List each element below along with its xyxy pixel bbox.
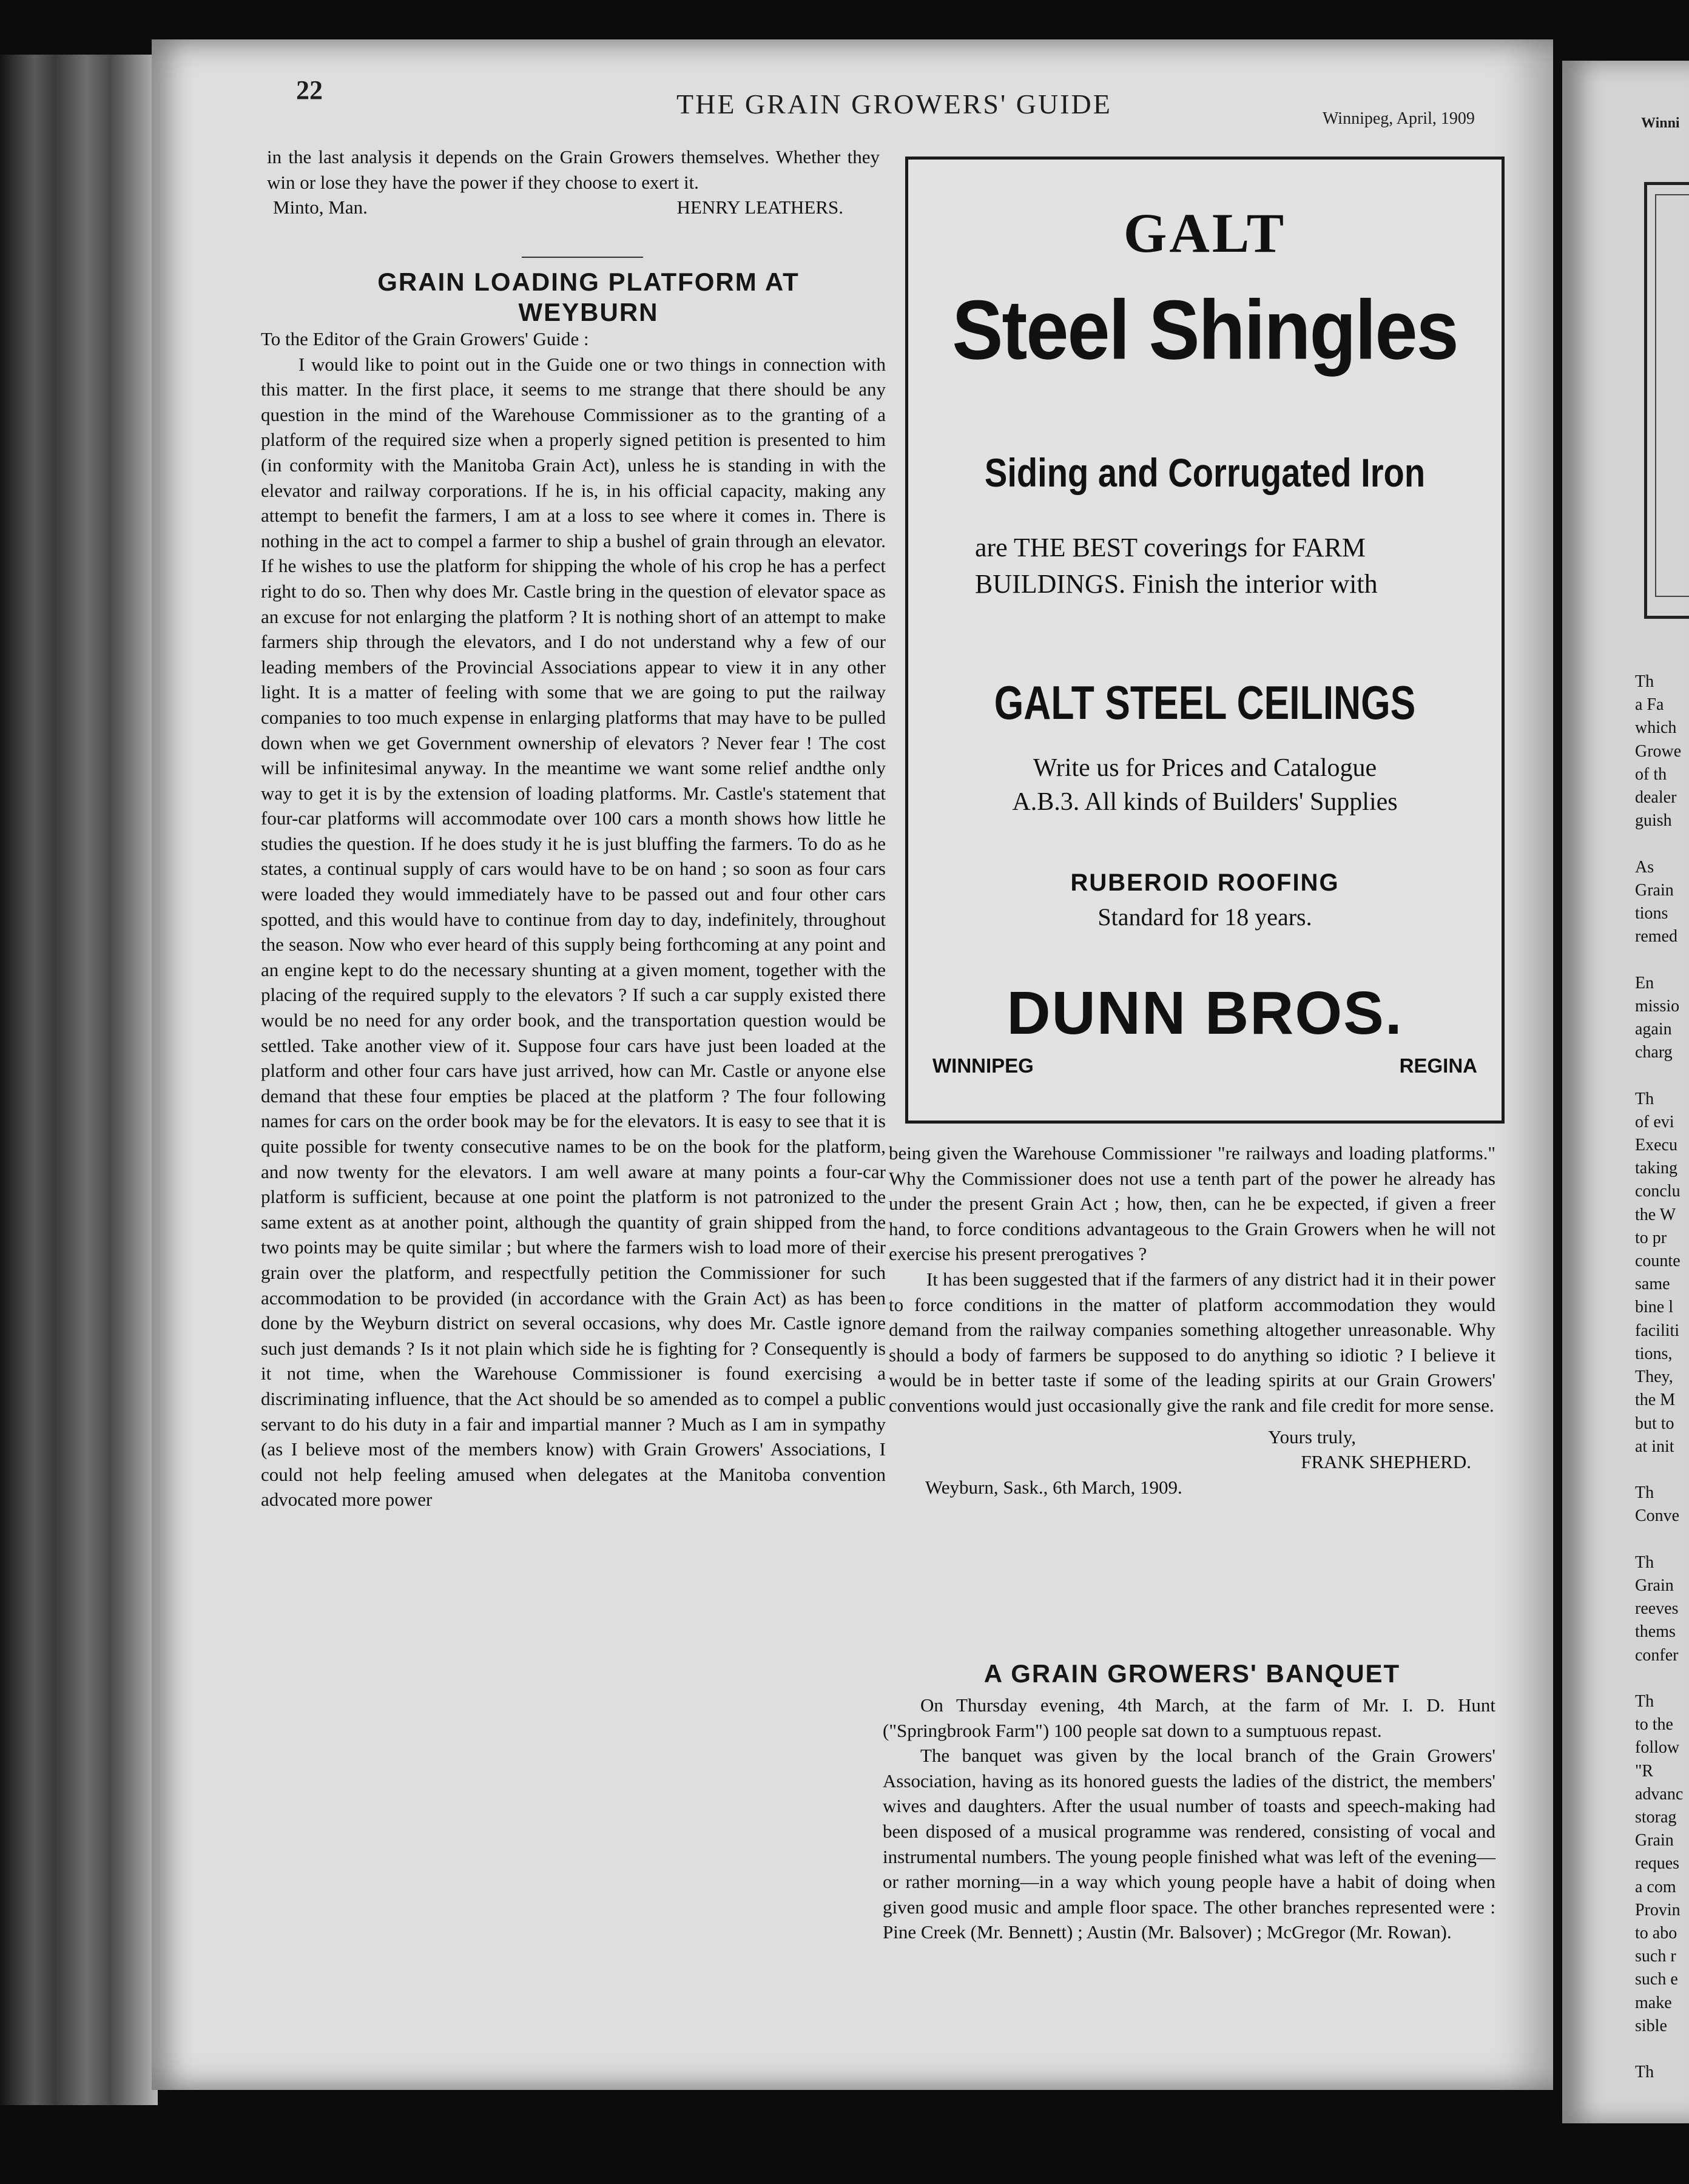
facing-page-line: such r [1635,1947,1676,1966]
facing-page-line: missio [1635,996,1680,1016]
facing-page-line [1635,832,1689,855]
facing-page-line: taking [1635,1159,1677,1178]
ad-brand: GALT [1123,202,1287,264]
letter-signature: FRANK SHEPHERD. [1301,1451,1471,1473]
galt-advertisement [905,157,1505,1124]
letter-salutation: To the Editor of the Grain Growers' Guide : [261,328,589,349]
facing-page-line: confer [1635,1645,1679,1665]
ad-city-right: REGINA [1399,1054,1477,1077]
facing-page-line: same [1635,1275,1670,1294]
facing-page-line: reeves [1635,1599,1679,1619]
facing-page-line: reques [1635,1854,1680,1873]
facing-page-line: sible [1635,2016,1667,2035]
facing-page-line: Grain [1635,1831,1674,1850]
ad-product: Steel Shingles [952,282,1458,377]
facing-page-line: Th [1635,1691,1654,1711]
facing-page-line [1635,1667,1689,1690]
facing-page-line: a Fa [1635,695,1664,715]
ad-ceilings: GALT STEEL CEILINGS [994,676,1416,729]
facing-page-line: counte [1635,1252,1681,1271]
ad-write-line-1: Write us for Prices and Catalogue [1033,754,1377,782]
ad-city-left: WINNIPEG [932,1054,1034,1077]
facing-page-line: Th [1635,1483,1654,1503]
facing-page-line: the M [1635,1390,1676,1410]
ad-copy: are THE BEST coverings for FARM BUILDINGS. Finish the interior with [975,533,1378,599]
facing-page-line: of evi [1635,1112,1674,1131]
facing-page-line: guish [1635,811,1672,831]
facing-page-line: to pr [1635,1228,1667,1247]
previous-letter-text: in the last analysis it depends on the Grain Growers themselves. Whether they win or lose they have the power if they choose to exert it. [267,146,880,193]
page-number: 22 [296,75,323,105]
facing-page-line: advanc [1635,1784,1684,1804]
facing-page-line: to abo [1635,1923,1677,1943]
ad-ruberoid: RUBEROID ROOFING [1070,869,1340,896]
running-date: Winnipeg, April, 1909 [1323,109,1475,128]
facing-page-ad-inner-frame [1655,194,1689,597]
facing-page-line: Grain [1635,1576,1674,1595]
facing-page-line: Th [1635,1552,1654,1572]
facing-page-line: Th [1635,2063,1654,2082]
previous-letter-place: Minto, Man. [273,197,368,218]
facing-page-line: faciliti [1635,1321,1680,1340]
facing-page-line: at init [1635,1437,1674,1456]
book-binding [0,55,158,2105]
letter-paragraph: being given the Warehouse Commissioner "re railways and loading platforms." Why the Commissioner does not use a tenth part of the power he already has under the present Grain Act ; how, then, can he be expected, if given a freer hand, to force conditions advantageous to the Grain Growers when he will not exercise his present prerogatives ? [889,1142,1495,1265]
facing-page-line: tions [1635,904,1668,923]
facing-page-line: thems [1635,1622,1676,1642]
ad-write-us [908,751,1502,819]
previous-letter-signature: HENRY LEATHERS. [676,197,843,218]
running-title: THE GRAIN GROWERS' GUIDE [676,89,1112,120]
facing-page-line [1635,2038,1689,2061]
facing-page-line: remed [1635,927,1677,946]
facing-page-line [1635,1458,1689,1481]
letter-dateline: Weyburn, Sask., 6th March, 1909. [925,1476,1182,1498]
facing-page-line: "R [1635,1761,1654,1781]
previous-letter-signoff [267,195,880,220]
letter-closing: Yours truly, [1268,1426,1356,1448]
article-headline [315,267,861,328]
facing-page-line: Th [1635,1089,1654,1108]
ad-subheading: Siding and Corrugated Iron [984,450,1426,495]
banquet-paragraph: On Thursday evening, 4th March, at the farm of Mr. I. D. Hunt ("Springbrook Farm") 100 people sat down to a sumptuous repast. [883,1694,1495,1741]
facing-page-header: Winni [1641,115,1680,131]
ad-dealer: DUNN BROS. [1006,979,1403,1047]
article-headline-line-1: GRAIN LOADING PLATFORM AT [377,268,800,296]
facing-page-line: Th [1635,672,1654,691]
facing-page-line: Provin [1635,1900,1681,1919]
previous-letter-ending [267,144,880,220]
facing-page-line: but to [1635,1414,1674,1433]
section-divider [522,257,643,258]
facing-page-line: of th [1635,764,1667,784]
banquet-paragraph: The banquet was given by the local branch of the Grain Growers' Association, having as its honored guests the ladies of the district, the members' wives and daughters. After the usual number of toasts and speech-making had been disposed of a musical programme was rendered, consisting of vocal and instrumental numbers. The young people finished what was left of the evening—or rather morning—in a way which young people have a habit of doing when given good music and ample floor space. The other branches represented were : Pine Creek (Mr. Bennett) ; Austin (Mr. Balsover) ; McGregor (Mr. Rowan). [883,1745,1495,1943]
facing-page-line: tions, [1635,1344,1673,1363]
banquet-article [883,1693,1495,1945]
facing-page-line: to the [1635,1715,1673,1734]
facing-page-line: Growe [1635,741,1682,761]
letter-column-left [261,326,886,1512]
facing-page-line: again [1635,1020,1672,1039]
facing-page-line: Conve [1635,1506,1680,1526]
letter-paragraph: I would like to point out in the Guide one or two things in connection with this matter. In the first place, it seems to me strange that there should be any question in the mind of the Warehouse Commissioner as to the granting of a platform of the required size when a properly signed petition is presented to him (in conformity with the Manitoba Grain Act), unless he is standing in with the elevator and railway corporations. If he is, in his official capacity, making any attempt to benefit the farmers, I am at a loss to see where it comes in. There is nothing in the act to compel a farmer to ship a bushel of grain through an elevator. If he wishes to use the platform for shipping the whole of his crop he has a perfect right to do so. Then why does Mr. Castle bring in the question of elevator space as an excuse for not enlarging the platform ? It is nothing short of an attempt to make farmers ship through the elevators, and I do not understand why a few of our leading members of the Provincial Associations appear to view it in any other light. It is a matter of feeling with some that we are going to put the railway companies to too much expense in enlarging platforms that may have to be pulled down when we get Government ownership of elevators ? Never fear ! The cost will be infinitesimal anyway. In the meantime we want some relief andthe only way to get it is by the extension of loading platforms. Mr. Castle's statement that four-car platforms will accommodate over 100 cars a month shows how little he studies the question. If he does study it he is just bluffing the farmers. To do as he states, a continual supply of cars would have to be on hand ; so soon as four cars were loaded they would immediately have to be passed out and four other cars spotted, and this would have to continue from day to day, indefinitely, throughout the season. Now who ever heard of this supply being forthcoming at any point and an engine kept to do the necessary shunting at a given moment, together with the placing of the required supply to the elevators ? If such a car supply existed there would be no need for any order book, and the transportation question would be settled. Take another view of it. Suppose four cars have just been loaded at the platform and other four cars have just arrived, how can Mr. Castle or anyone else demand that these four empties be placed at the platform ? The four following names for cars on the order book may be for the elevators. It is easy to see that it is quite possible for twenty consecutive names to be on the book for the platform, and now twenty for the elevators. I am well aware at many points a four-car platform is sufficient, because at one point the platform is not patronized to the same extent as at another point, although the quantity of grain shipped from the two points may be quite similar ; but where the farmers wish to load more of their grain over the platform, and respectfully petition the Commissioner for such accommodation to be provided (in accordance with the Grain Act) as has been done by the Weyburn district on several occasions, why does Mr. Castle ignore such just demands ? Is it not plain which side he is fighting for ? Consequently is it not time, when the Warehouse Commissioner is found exercising a discriminating influence, that the Act should be so amended as to compel a public servant to do his duty in a fair and impartial manner ? Much as I am in sympathy (as I believe most of the members know) with Grain Growers' Associations, I could not help feeling amused when delegates at the Manitoba convention advocated more power [261,353,886,1511]
facing-page-line: make [1635,1993,1672,2012]
facing-page-line [1635,948,1689,971]
article-headline-line-2: WEYBURN [518,298,659,326]
letter-column-right [889,1141,1495,1500]
facing-page-line: storag [1635,1807,1677,1827]
letter-paragraph: It has been suggested that if the farmers of any district had it in their power to force conditions in the matter of platform accommodation they would demand from the railway companies something altogether unreasonable. Why should a body of farmers be supposed to do anything so idiotic ? I believe it would be in better taste if some of the leading spirits at our Grain Growers' conventions would just occasionally give the rank and file credit for more sense. [889,1268,1495,1416]
ad-standard: Standard for 18 years. [1097,903,1312,931]
facing-page-line: a com [1635,1877,1676,1896]
facing-page-line: such e [1635,1970,1678,1989]
facing-page-line: En [1635,973,1654,993]
facing-page-line: As [1635,857,1654,877]
facing-page-line: follow [1635,1738,1680,1758]
facing-page-line: dealer [1635,788,1677,807]
facing-page-text [1635,670,1689,2084]
facing-page-line: the W [1635,1205,1676,1224]
facing-page-line: Grain [1635,880,1674,900]
ad-write-line-2: A.B.3. All kinds of Builders' Supplies [1012,788,1398,816]
facing-page-line: bine l [1635,1298,1673,1317]
facing-page-line [1635,1064,1689,1087]
facing-page-line: which [1635,718,1677,738]
facing-page-line [1635,1528,1689,1551]
facing-page-line: conclu [1635,1182,1681,1201]
facing-page-line: charg [1635,1043,1673,1062]
banquet-headline: A GRAIN GROWERS' BANQUET [983,1659,1401,1688]
facing-page-line: They, [1635,1367,1673,1387]
facing-page-line: Execu [1635,1136,1677,1155]
